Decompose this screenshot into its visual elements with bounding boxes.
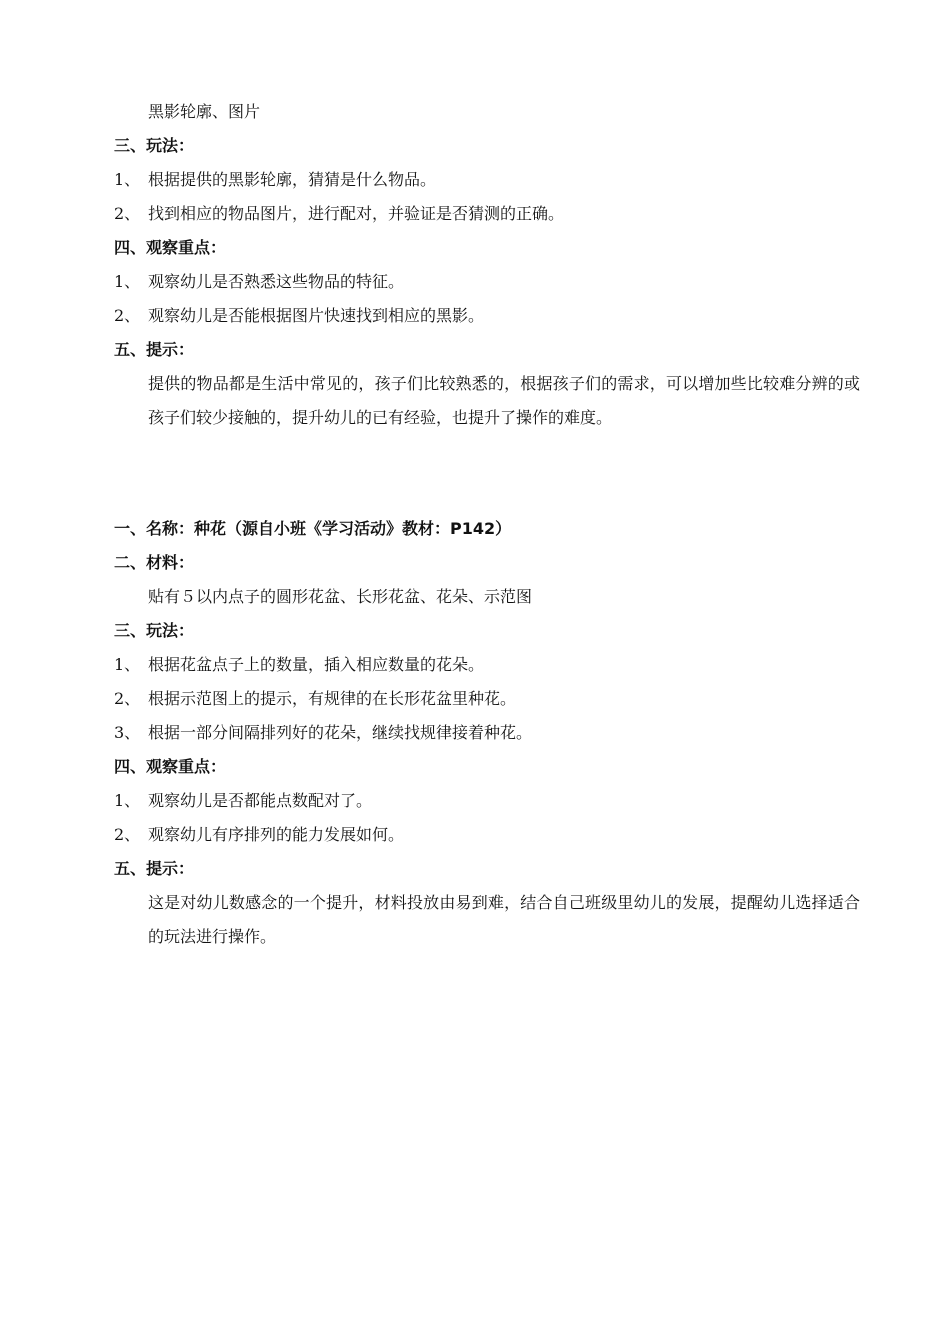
list-text: 观察幼儿有序排列的能力发展如何。 — [148, 825, 405, 844]
list-item — [114, 648, 864, 682]
observe-heading: 四、观察重点： — [114, 757, 227, 776]
list-number: 1、 — [114, 170, 141, 189]
tip-heading: 五、提示： — [114, 859, 195, 878]
list-number: 2、 — [114, 306, 141, 325]
list-number: 1、 — [114, 272, 141, 291]
material-line: 贴有５以内点子的圆形花盆、长形花盆、花朵、示范图 — [148, 587, 533, 606]
list-text: 观察幼儿是否熟悉这些物品的特征。 — [148, 272, 405, 291]
list-number: 2、 — [114, 689, 141, 708]
list-item — [114, 818, 864, 852]
list-text: 根据提供的黑影轮廓，猜猜是什么物品。 — [148, 170, 437, 189]
list-text: 根据花盆点子上的数量，插入相应数量的花朵。 — [148, 655, 485, 674]
play-heading: 三、玩法： — [114, 621, 195, 640]
activity-name-heading: 一、名称：种花（源自小班《学习活动》教材：P142） — [114, 519, 512, 538]
tip-heading: 五、提示： — [114, 340, 195, 359]
activity-section-1 — [114, 95, 864, 435]
list-text: 观察幼儿是否能根据图片快速找到相应的黑影。 — [148, 306, 485, 325]
list-number: 3、 — [114, 723, 141, 742]
list-text: 找到相应的物品图片，进行配对，并验证是否猜测的正确。 — [148, 204, 565, 223]
list-item — [114, 682, 864, 716]
list-item — [114, 163, 864, 197]
list-text: 根据一部分间隔排列好的花朵，继续找规律接着种花。 — [148, 723, 533, 742]
list-number: 1、 — [114, 655, 141, 674]
list-text: 根据示范图上的提示，有规律的在长形花盆里种花。 — [148, 689, 517, 708]
material-line: 黑影轮廓、图片 — [148, 102, 261, 121]
activity-section-2 — [114, 512, 864, 954]
list-number: 2、 — [114, 204, 141, 223]
tip-paragraph: 这是对幼儿数感念的一个提升，材料投放由易到难，结合自己班级里幼儿的发展，提醒幼儿选择适合的玩法进行操作。 — [148, 893, 860, 946]
list-text: 观察幼儿是否都能点数配对了。 — [148, 791, 373, 810]
list-number: 2、 — [114, 825, 141, 844]
list-item — [114, 265, 864, 299]
list-item — [114, 784, 864, 818]
list-number: 1、 — [114, 791, 141, 810]
tip-paragraph: 提供的物品都是生活中常见的，孩子们比较熟悉的，根据孩子们的需求，可以增加些比较难分辨的或孩子们较少接触的，提升幼儿的已有经验，也提升了操作的难度。 — [148, 374, 860, 427]
list-item — [114, 716, 864, 750]
material-heading: 二、材料： — [114, 553, 195, 572]
observe-heading: 四、观察重点： — [114, 238, 227, 257]
list-item — [114, 299, 864, 333]
list-item — [114, 197, 864, 231]
play-heading: 三、玩法： — [114, 136, 195, 155]
